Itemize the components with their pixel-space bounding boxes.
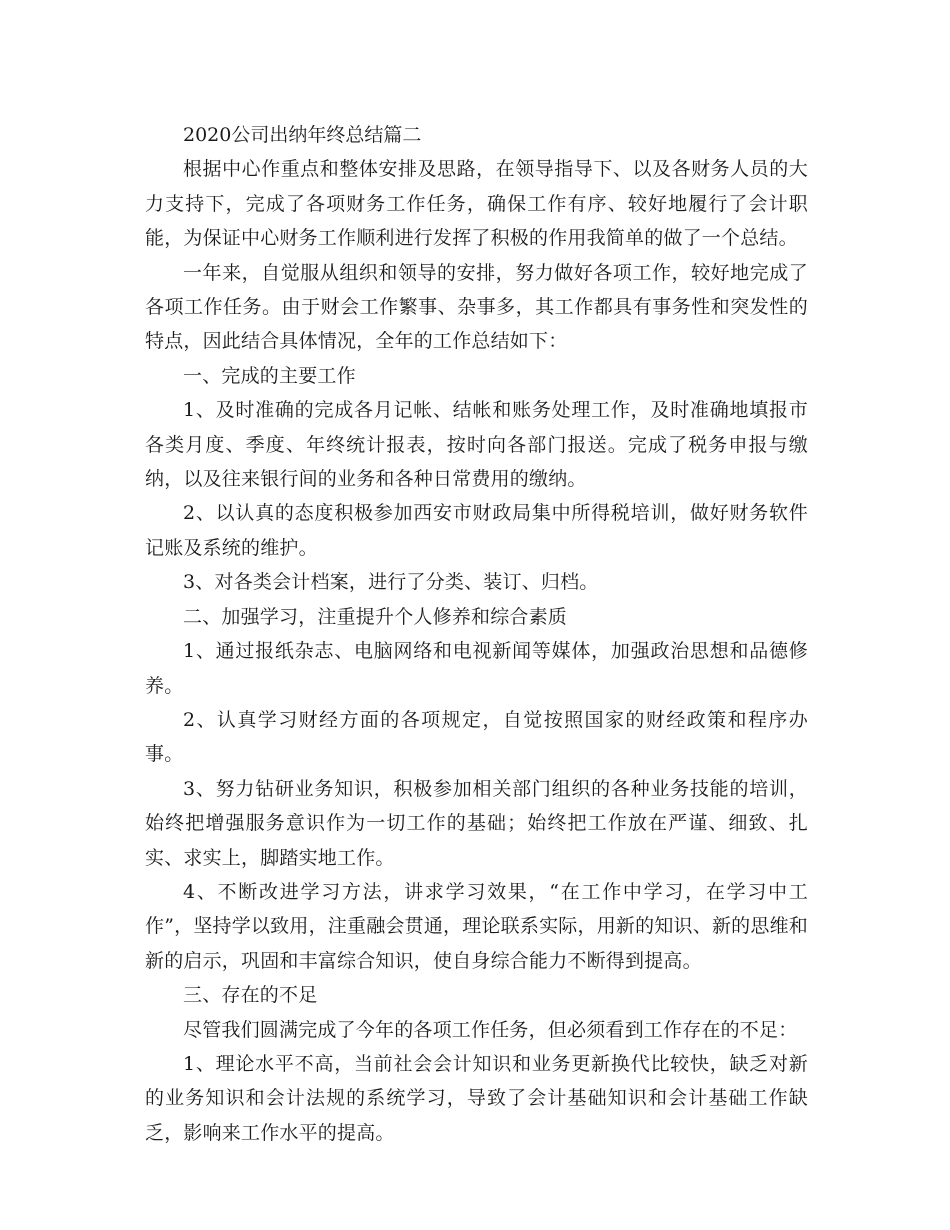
section-heading-2: 二、加强学习，注重提升个人修养和综合素质 xyxy=(183,605,568,628)
section-heading-1: 一、完成的主要工作 xyxy=(183,364,356,387)
document-body xyxy=(145,118,808,1150)
paragraph-11: 1、理论水平不高，当前社会会计知识和业务更新换代比较快，缺乏对新的业务知识和会计法规的系统学习，导致了会计基础知识和会计基础工作缺乏，影响来工作水平的提高。 xyxy=(145,1052,808,1144)
paragraph-1: 根据中心作重点和整体安排及思路，在领导指导下、以及各财务人员的大力支持下，完成了各项财务工作任务，确保工作有序、较好地履行了会计职能，为保证中心财务工作顺利进行发挥了积极的作用我简单的做了一个总结。 xyxy=(145,158,808,250)
paragraph-10: 尽管我们圆满完成了今年的各项工作任务，但必须看到工作存在的不足： xyxy=(183,1018,798,1041)
paragraph-2: 一年来，自觉服从组织和领导的安排，努力做好各项工作，较好地完成了各项工作任务。由于财会工作繁事、杂事多，其工作都具有事务性和突发性的特点，因此结合具体情况，全年的工作总结如下： xyxy=(145,261,808,353)
paragraph-3: 1、及时准确的完成各月记帐、结帐和账务处理工作，及时准确地填报市各类月度、季度、年终统计报表，按时向各部门报送。完成了税务申报与缴纳，以及往来银行间的业务和各种日常费用的缴纳。 xyxy=(145,399,808,491)
section-heading-3: 三、存在的不足 xyxy=(183,984,318,1007)
paragraph-9: 4、不断改进学习方法，讲求学习效果，“在工作中学习，在学习中工作”，坚持学以致用，注重融会贯通，理论联系实际，用新的知识、新的思维和新的启示，巩固和丰富综合知识，使自身综合能力不断得到提高。 xyxy=(145,880,808,972)
paragraph-4: 2、以认真的态度积极参加西安市财政局集中所得税培训，做好财务软件记账及系统的维护。 xyxy=(145,502,808,559)
paragraph-7: 2、认真学习财经方面的各项规定，自觉按照国家的财经政策和程序办事。 xyxy=(145,708,808,766)
paragraph-8: 3、努力钻研业务知识，积极参加相关部门组织的各种业务技能的培训，始终把增强服务意识作为一切工作的基础；始终把工作放在严谨、细致、扎实、求实上，脚踏实地工作。 xyxy=(145,777,808,869)
paragraph-5: 3、对各类会计档案，进行了分类、装订、归档。 xyxy=(183,571,599,594)
document-title: 2020公司出纳年终总结篇二 xyxy=(183,124,422,146)
paragraph-6: 1、通过报纸杂志、电脑网络和电视新闻等媒体，加强政治思想和品德修养。 xyxy=(145,640,808,697)
